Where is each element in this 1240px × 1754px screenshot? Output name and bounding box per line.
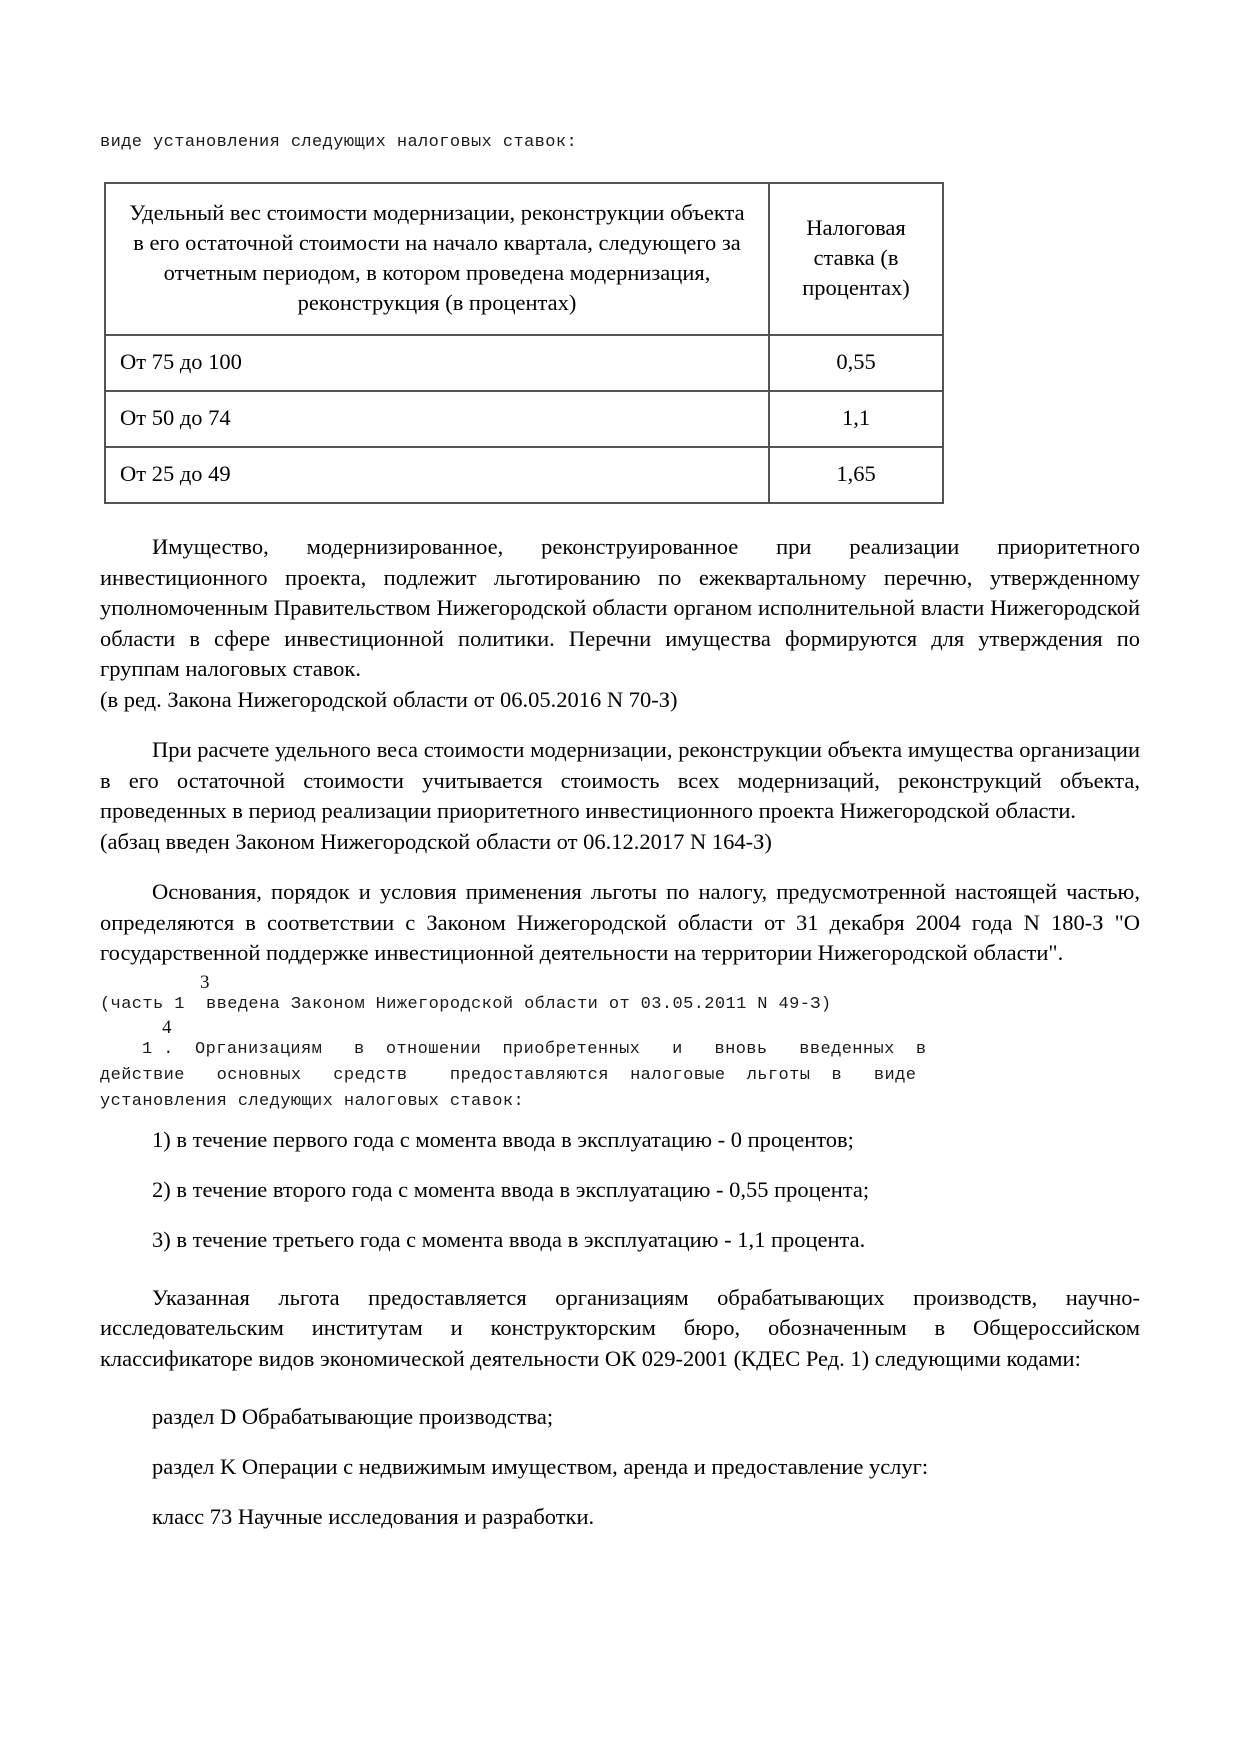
spacer bbox=[100, 715, 1140, 735]
amendment-note-1: (в ред. Закона Нижегородской области от 06.05.2016 N 70-З) bbox=[100, 686, 678, 712]
code-item-section-k: раздел K Операции с недвижимым имуществом, аренда и предоставление услуг: bbox=[152, 1454, 929, 1479]
rate-cell: 1,65 bbox=[769, 447, 943, 503]
intro-line: виде установления следующих налоговых ставок: bbox=[100, 133, 578, 152]
table-header-criteria: Удельный вес стоимости модернизации, реконструкции объекта в его остаточной стоимости на начало квартала, следующего за отчетным периодом, в котором проведена модернизация, реконструкция (в процентах) bbox=[105, 183, 769, 335]
table-header-rate: Налоговая ставка (в процентах) bbox=[769, 183, 943, 335]
tax-rate-table bbox=[104, 182, 944, 504]
paragraph-eligible-organizations: Указанная льгота предоставляется организациям обрабатывающих производств, научно-исследовательским институтам и конструкторским бюро, обозначенным в Общероссийском классификаторе видов экономической деятельности ОК 029-2001 (КДЕС Ред. 1) следующими кодами: bbox=[100, 1284, 1140, 1371]
spacer bbox=[100, 1482, 1140, 1502]
list-item-year-three: 3) в течение третьего года с момента ввода в эксплуатацию - 1,1 процента. bbox=[152, 1226, 866, 1252]
clause-1-line-2: действие основных средств предоставляются налоговые льготы в виде bbox=[100, 1065, 917, 1085]
range-cell: От 75 до 100 bbox=[105, 335, 769, 391]
range-cell: От 50 до 74 bbox=[105, 391, 769, 447]
paragraph-property-benefit: Имущество, модернизированное, реконструированное при реализации приоритетного инвестиционного проекта, подлежит льготированию по ежеквартальному перечню, утвержденному уполномоченным Правительством Нижегородской области органом исполнительной власти Нижегородской области в сфере инвестиционной политики. Перечни имущества формируются для утверждения по группам налоговых ставок. bbox=[100, 534, 1140, 681]
superscript-marker-3: 3 bbox=[200, 971, 210, 993]
rate-cell: 1,1 bbox=[769, 391, 943, 447]
superscript-marker-4: 4 bbox=[162, 1016, 172, 1038]
spacer bbox=[100, 504, 1140, 532]
spacer bbox=[100, 1155, 1140, 1175]
rate-cell: 0,55 bbox=[769, 335, 943, 391]
spacer bbox=[100, 1115, 1140, 1125]
clause-1-line-3: установления следующих налоговых ставок: bbox=[100, 1091, 525, 1111]
paragraph-legal-basis: Основания, порядок и условия применения льготы по налогу, предусмотренной настоящей частью, определяются в соответствии с Законом Нижегородской области от 31 декабря 2004 года N 180-З "О государственной поддержке инвестиционной деятельности на территории Нижегородской области". bbox=[100, 879, 1140, 965]
amendment-note-3: (часть 1 введена Законом Нижегородской области от 03.05.2011 N 49-З) bbox=[100, 994, 832, 1014]
code-item-section-d: раздел D Обрабатывающие производства; bbox=[152, 1404, 554, 1429]
range-cell: От 25 до 49 bbox=[105, 447, 769, 503]
spacer bbox=[100, 1374, 1140, 1402]
list-item-year-one: 1) в течение первого года с момента ввода в эксплуатацию - 0 процентов; bbox=[152, 1126, 854, 1152]
spacer bbox=[100, 1432, 1140, 1452]
spacer bbox=[100, 1205, 1140, 1225]
paragraph-calculation-rules: При расчете удельного веса стоимости модернизации, реконструкции объекта имущества организации в его остаточной стоимости учитывается стоимость всех модернизаций, реконструкций объекта, проведенных в период реализации приоритетного инвестиционного проекта Нижегородской области. bbox=[100, 737, 1140, 823]
table-row bbox=[105, 335, 943, 391]
amendment-note-2: (абзац введен Законом Нижегородской области от 06.12.2017 N 164-З) bbox=[100, 828, 772, 854]
clause-1-line-1: 1 . Организациям в отношении приобретенных и вновь введенных в bbox=[142, 1039, 927, 1059]
table-header-row bbox=[105, 183, 943, 335]
list-item-year-two: 2) в течение второго года с момента ввода в эксплуатацию - 0,55 процента; bbox=[152, 1176, 870, 1202]
spacer bbox=[100, 1255, 1140, 1283]
table-row bbox=[105, 447, 943, 503]
table-row bbox=[105, 391, 943, 447]
code-item-class-73: класс 73 Научные исследования и разработки. bbox=[152, 1504, 595, 1529]
spacer bbox=[100, 857, 1140, 877]
